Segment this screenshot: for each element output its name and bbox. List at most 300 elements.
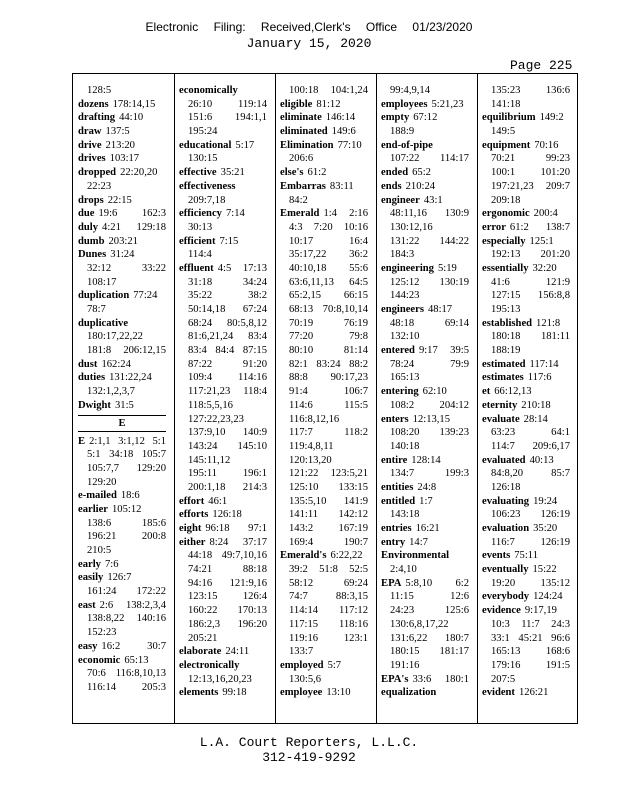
page-line-refs: 114:6 115:5 (289, 399, 368, 411)
index-term: Emerald's (280, 550, 327, 562)
index-continuation (280, 426, 368, 440)
page-line-refs: 116:7 126:19 (491, 536, 570, 548)
index-term: EPA (381, 577, 402, 589)
index-term: elaborate (179, 646, 222, 658)
page-line-refs: 161:24 172:22 (87, 586, 166, 598)
index-term: Environmental (381, 550, 450, 562)
page-line-refs: 186:2,3 196:20 (188, 618, 267, 630)
index-term: drives (78, 153, 106, 165)
page-line-refs: 68:13 70:8,10,14 (289, 304, 368, 315)
index-entry (78, 654, 166, 668)
index-entry (78, 371, 166, 385)
page-line-refs: 132:10 (390, 331, 420, 343)
page-line-refs: 65:2 (412, 167, 431, 179)
index-entry (482, 454, 570, 468)
index-term: entitled (381, 495, 416, 507)
index-continuation (280, 289, 368, 303)
index-entry (482, 563, 570, 577)
page-line-refs: 78:7 (87, 304, 106, 315)
index-entry (78, 289, 166, 303)
page-line-refs: 50:14,18 67:24 (188, 304, 267, 315)
page-line-refs: 31:24 (110, 249, 135, 261)
index-term: everybody (482, 591, 530, 603)
index-term: Emerald (280, 208, 320, 220)
page-line-refs: 9:17,19 (524, 605, 557, 617)
index-term: entire (381, 454, 408, 466)
index-entry (78, 599, 166, 613)
filing-stamp-word: 01/23/2020 (412, 20, 473, 34)
index-entry (78, 235, 166, 249)
page-line-refs: 210:18 (521, 399, 551, 411)
page-line-refs: 74:21 88:18 (188, 564, 267, 576)
index-term: evident (482, 687, 515, 699)
index-entry (78, 194, 166, 208)
index-continuation (179, 289, 267, 303)
index-continuation (381, 330, 469, 344)
index-continuation (179, 152, 267, 166)
page-line-refs: 140:18 (390, 440, 420, 452)
index-continuation (78, 626, 166, 640)
index-term: employees (381, 98, 428, 110)
index-continuation (280, 508, 368, 522)
index-continuation (78, 303, 166, 317)
index-continuation (381, 659, 469, 673)
page-line-refs: 66:12,13 (494, 386, 532, 398)
page-line-refs: 119:4,8,11 (289, 440, 334, 452)
index-continuation (280, 536, 368, 550)
index-continuation (280, 673, 368, 687)
index-entry (280, 659, 368, 673)
page-line-refs: 18:6 (120, 490, 140, 502)
page-line-refs: 33:6 180:1 (412, 673, 469, 685)
index-entry (381, 166, 469, 180)
page-line-refs: 108:17 (87, 276, 117, 288)
index-continuation (179, 481, 267, 495)
index-continuation (482, 508, 570, 522)
page-line-refs: 151:6 194:1,1 (188, 112, 267, 124)
index-term: error (482, 221, 506, 233)
page-line-refs: 4:3 7:20 10:16 (289, 221, 368, 233)
index-continuation (179, 563, 267, 577)
page-line-refs: 144:23 (390, 290, 420, 302)
index-term: equalization (381, 687, 437, 699)
page-line-refs: 117:14 (529, 358, 559, 370)
page-line-refs: 32:20 (532, 262, 557, 274)
page-line-refs: 5:19 (437, 262, 457, 274)
page-line-refs: 58:12 69:24 (289, 577, 368, 589)
page-line-refs: 100:1 101:20 (491, 167, 570, 179)
page-line-refs: 114:4 (188, 249, 212, 261)
page-line-refs: 203:21 (108, 235, 138, 247)
index-entry (78, 503, 166, 517)
index-continuation (179, 467, 267, 481)
index-continuation (381, 604, 469, 618)
page-line-refs (436, 686, 469, 700)
index-continuation (179, 632, 267, 646)
index-entry (78, 248, 166, 262)
index-entry (280, 139, 368, 153)
index-continuation (78, 585, 166, 599)
page-line-refs: 206:6 (289, 153, 314, 165)
page-line-refs: 120:13,20 (289, 454, 332, 466)
index-continuation (482, 330, 570, 344)
page-line-refs: 130:12,16 (390, 221, 433, 233)
page-line-refs: 2:1,1 3:1,12 5:1 (89, 435, 166, 447)
page-line-refs (238, 84, 267, 98)
page-line-refs: 65:2,15 66:15 (289, 290, 368, 302)
index-continuation (381, 440, 469, 454)
index-term: equipment (482, 139, 531, 151)
page-line-refs: 134:7 199:3 (390, 468, 469, 480)
page-line-refs: 135:5,10 141:9 (289, 495, 368, 507)
index-entry (179, 139, 267, 153)
filing-stamp-word: Received,Clerk's (260, 20, 351, 34)
index-continuation (381, 371, 469, 385)
page-line-refs: 31:5 (114, 399, 134, 411)
page-line-refs: 152:23 (87, 627, 117, 639)
page-line-refs: 109:4 114:16 (188, 372, 267, 384)
page-line-refs: 106:23 126:19 (491, 509, 570, 521)
page-line-refs: 130:15 (188, 153, 218, 165)
index-continuation (280, 330, 368, 344)
index-continuation (280, 248, 368, 262)
index-term: due (78, 208, 95, 220)
index-term: easy (78, 640, 98, 652)
index-continuation (280, 413, 368, 427)
index-entry (482, 413, 570, 427)
page-line-refs: 4:21 129:18 (102, 221, 166, 233)
index-continuation (78, 344, 166, 358)
page-line-refs: 162:24 (101, 358, 131, 370)
index-continuation (179, 330, 267, 344)
index-continuation (381, 248, 469, 262)
page-line-refs: 114:14 117:12 (289, 605, 368, 617)
index-term: entry (381, 536, 406, 548)
index-continuation (482, 276, 570, 290)
page-line-refs: 30:13 (188, 221, 213, 233)
index-term: et (482, 386, 491, 398)
index-continuation (381, 399, 469, 413)
page-line-refs: 84:8,20 85:7 (491, 468, 570, 480)
page-line-refs: 7:15 (219, 235, 239, 247)
page-line-refs: 160:22 170:13 (188, 605, 267, 617)
index-continuation (280, 563, 368, 577)
index-continuation (280, 604, 368, 618)
index-term: drops (78, 194, 104, 206)
index-term: eliminated (280, 126, 328, 138)
index-entry (381, 413, 469, 427)
index-entry (179, 207, 267, 221)
page-line-refs: 131:22,24 (109, 372, 152, 384)
page-line-refs: 130:6,8,17,22 (390, 618, 449, 630)
index-entry (482, 358, 570, 372)
index-term: ended (381, 167, 409, 179)
index-continuation (482, 152, 570, 166)
index-entry (78, 139, 166, 153)
index-entry (381, 344, 469, 358)
page-line-refs: 117:6 (527, 372, 552, 384)
page-line-refs: 200:4 (533, 208, 558, 220)
filing-stamp (0, 20, 618, 34)
index-column (280, 84, 368, 700)
index-entry (78, 489, 166, 503)
index-continuation (482, 536, 570, 550)
index-continuation (179, 111, 267, 125)
page-line-refs: 99:18 (222, 687, 247, 699)
index-continuation (179, 317, 267, 331)
index-entry (179, 659, 267, 673)
index-continuation (179, 98, 267, 112)
index-term: drafting (78, 112, 116, 124)
index-continuation (381, 152, 469, 166)
index-continuation (179, 590, 267, 604)
index-continuation (381, 235, 469, 249)
index-term: e-mailed (78, 490, 117, 502)
page-line-refs: 132:1,2,3,7 (87, 386, 135, 398)
index-continuation (78, 330, 166, 344)
page-line-refs: 2:4,10 (390, 564, 417, 576)
page-line-refs: 88:8 90:17,23 (289, 372, 368, 384)
index-term: engineers (381, 304, 424, 315)
page-line-refs: 149:2 (539, 112, 564, 124)
index-continuation (280, 577, 368, 591)
page-line-refs: 195:13 (491, 304, 521, 315)
page-line-refs: 33:1 45:21 96:6 (491, 632, 570, 644)
page-line-refs: 125:1 (529, 235, 554, 247)
index-entry (179, 645, 267, 659)
page-line-refs: 22:15 (107, 194, 132, 206)
page-line-refs: 195:24 (188, 126, 218, 138)
index-term: entered (381, 345, 415, 357)
page-line-refs: 117:7 118:2 (289, 427, 368, 439)
page-line-refs: 63:6,11,13 64:5 (289, 276, 368, 288)
page-line-refs: 77:10 (337, 139, 362, 151)
index-entry (280, 166, 368, 180)
index-continuation (280, 454, 368, 468)
page-line-refs: 48:18 69:14 (390, 317, 469, 329)
index-entry (482, 262, 570, 276)
index-entry (482, 399, 570, 413)
page-line-refs: 77:24 (133, 290, 158, 302)
index-continuation (381, 508, 469, 522)
page-line-refs: 35:17,22 36:2 (289, 249, 368, 261)
page-line-refs: 22:20,20 (120, 167, 158, 179)
page-line-refs: 14:7 (409, 536, 428, 548)
index-continuation (179, 344, 267, 358)
page-line-refs: 75:11 (514, 550, 538, 562)
page-line-refs: 119:16 123:1 (289, 632, 368, 644)
index-term: electronically (179, 659, 240, 671)
index-entry (381, 495, 469, 509)
index-continuation (280, 385, 368, 399)
page-line-refs: 10:3 11:7 24:3 (491, 618, 570, 630)
index-continuation (78, 448, 166, 462)
page-line-refs: 81:6,21,24 83:4 (188, 331, 267, 343)
page-line-refs: 179:16 191:5 (491, 659, 570, 671)
index-term: ends (381, 180, 402, 192)
index-entry (381, 522, 469, 536)
index-entry (381, 180, 469, 194)
page-line-refs: 70:16 (534, 139, 559, 151)
index-term: end-of-pipe (381, 139, 433, 151)
index-continuation (179, 426, 267, 440)
index-term: effective (179, 167, 217, 179)
index-continuation (280, 344, 368, 358)
index-term: ergonomic (482, 208, 530, 220)
page-line-refs: 16:21 (415, 523, 440, 534)
page-line-refs: 169:4 190:7 (289, 536, 368, 548)
section-rule (78, 431, 166, 432)
reporter-name: L.A. Court Reporters, L.L.C. (199, 735, 419, 750)
page-line-refs: 48:11,16 130:9 (390, 208, 469, 220)
index-entry (78, 571, 166, 585)
index-entry (381, 577, 469, 591)
page-line-refs: 94:16 121:9,16 (188, 577, 267, 589)
index-term: duplication (78, 290, 130, 302)
index-continuation (179, 385, 267, 399)
index-term: equilibrium (482, 112, 536, 124)
page-line-refs: 141:18 (491, 98, 521, 110)
page-line-refs: 40:10,18 55:6 (289, 262, 368, 274)
page-line-refs: 105:7,7 129:20 (87, 462, 166, 474)
index-entry (482, 385, 570, 399)
page-line-refs: 131:22 144:22 (390, 235, 469, 247)
index-continuation (280, 495, 368, 509)
page-line-refs: 209:7,18 (188, 194, 226, 206)
index-term: early (78, 558, 101, 570)
page-line-refs: 133:7 (289, 646, 314, 658)
index-continuation (381, 645, 469, 659)
index-term: estimates (482, 372, 524, 384)
page-line-refs: 84:2 (289, 194, 308, 206)
index-continuation (482, 659, 570, 673)
index-continuation (381, 289, 469, 303)
index-entry (280, 98, 368, 112)
index-term: duly (78, 221, 99, 233)
index-continuation (280, 358, 368, 372)
transcript-date: January 15, 2020 (246, 36, 372, 51)
index-continuation (381, 590, 469, 604)
index-continuation (280, 235, 368, 249)
page-line-refs: 108:20 139:23 (390, 427, 469, 439)
section-rule (78, 415, 166, 416)
index-continuation (482, 166, 570, 180)
page-line-refs: 145:11,12 (188, 454, 231, 466)
index-entry (381, 139, 469, 153)
page-line-refs: 24:11 (225, 646, 250, 658)
page-line-refs: 126:18 (212, 509, 242, 521)
page-line-refs: 127:15 156:8,8 (491, 290, 570, 302)
page-line-refs: 31:18 34:24 (188, 276, 267, 288)
index-continuation (179, 673, 267, 687)
index-term: duties (78, 372, 106, 384)
page-line-refs: 180:17,22,22 (87, 331, 143, 343)
index-term: events (482, 550, 511, 562)
index-column (179, 84, 267, 700)
index-continuation (179, 413, 267, 427)
index-continuation (78, 517, 166, 531)
index-continuation (482, 98, 570, 112)
index-entry (381, 481, 469, 495)
index-entry (179, 536, 267, 550)
page-line-refs: 10:17 16:4 (289, 235, 368, 247)
index-entry (78, 221, 166, 235)
page-line-refs: 213:20 (105, 139, 135, 151)
index-continuation (482, 125, 570, 139)
index-continuation (482, 467, 570, 481)
page-line-refs: 210:24 (405, 180, 436, 192)
page-line-refs: 12:13,15 (412, 413, 451, 425)
page-line-refs: 80:10 81:14 (289, 345, 368, 357)
index-continuation (78, 84, 166, 98)
index-entry (482, 371, 570, 385)
index-entry (482, 522, 570, 536)
page-number: Page 225 (510, 58, 573, 73)
index-term: Elimination (280, 139, 334, 151)
page-line-refs: 197:21,23 209:7 (491, 180, 570, 192)
index-continuation (280, 618, 368, 632)
index-entry (78, 98, 166, 112)
index-term: evaluate (482, 413, 520, 425)
page-line-refs: 143:24 145:10 (188, 440, 267, 452)
index-entry (381, 262, 469, 276)
index-continuation (381, 563, 469, 577)
index-entry (482, 549, 570, 563)
index-continuation (78, 681, 166, 695)
page-line-refs: 41:6 121:9 (491, 276, 570, 288)
index-term: else's (280, 167, 304, 179)
filing-stamp-word: Electronic (145, 20, 199, 34)
index-continuation (179, 276, 267, 290)
index-continuation (78, 385, 166, 399)
index-term: evaluating (482, 495, 530, 507)
index-term: dust (78, 358, 98, 370)
page-line-refs: 40:13 (529, 454, 554, 466)
page-line-refs: 68:24 80:5,8,12 (188, 317, 267, 329)
page-line-refs: 121:8 (536, 317, 561, 329)
page-line-refs: 1:4 2:16 (323, 208, 368, 220)
index-continuation (179, 125, 267, 139)
index-entry (179, 84, 267, 98)
index-continuation (280, 632, 368, 646)
index-entry (482, 495, 570, 509)
index-term: empty (381, 112, 410, 124)
index-continuation (78, 276, 166, 290)
page-line-refs: 131:6,22 180:7 (390, 632, 469, 644)
index-entry (78, 166, 166, 180)
page-line-refs (239, 659, 267, 673)
index-continuation (482, 645, 570, 659)
index-continuation (280, 303, 368, 317)
index-entry (78, 125, 166, 139)
page-line-refs: 124:24 (533, 591, 563, 603)
page-line-refs: 9:17 39:5 (418, 345, 469, 357)
index-continuation (280, 481, 368, 495)
page-line-refs: 11:15 12:6 (390, 591, 469, 603)
index-term: efficient (179, 235, 216, 247)
page-line-refs: 165:13 (390, 372, 420, 384)
index-term: economically (179, 85, 238, 96)
index-continuation (280, 645, 368, 659)
page-line-refs: 188:19 (491, 345, 521, 357)
page-line-refs: 180:15 181:17 (390, 646, 469, 658)
page-line-refs: 191:16 (390, 659, 420, 671)
index-continuation (280, 221, 368, 235)
index-continuation (280, 522, 368, 536)
page-line-refs (449, 549, 469, 563)
index-term: eight (179, 523, 202, 534)
index-continuation (381, 125, 469, 139)
